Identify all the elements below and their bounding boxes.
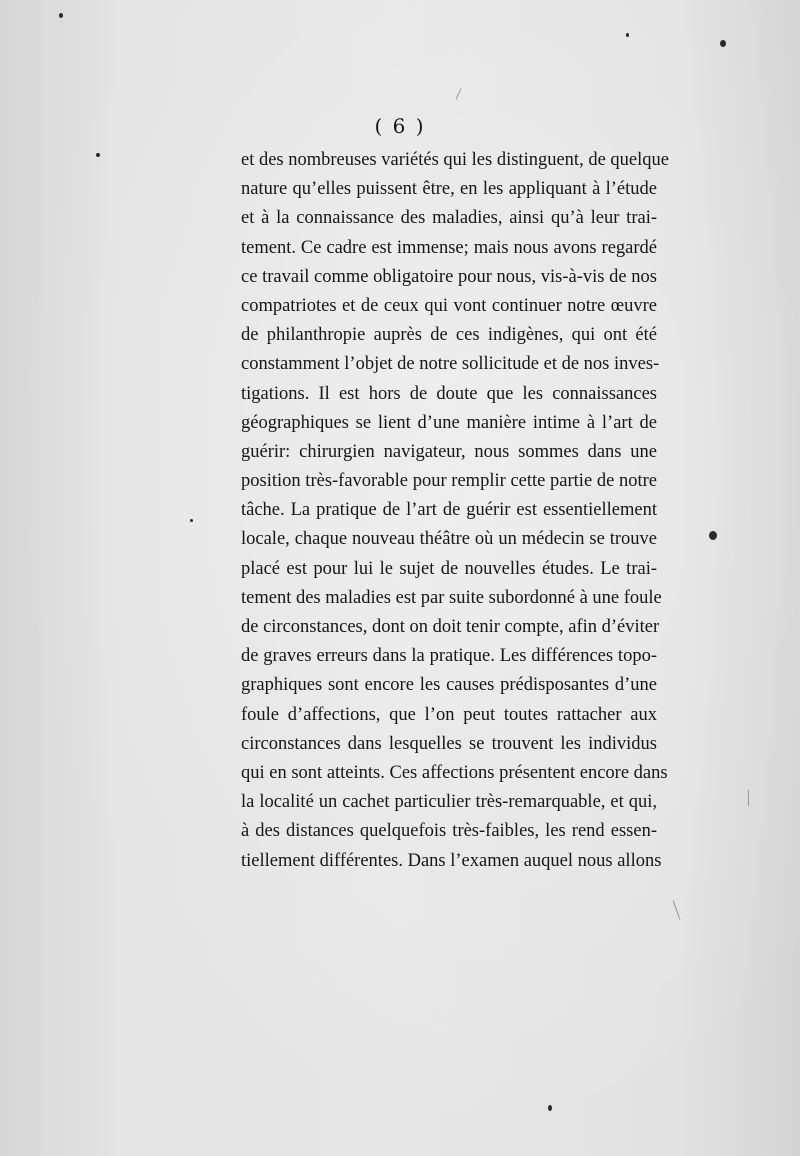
text-line: de philanthropie auprès de ces indigènes, qui ont été: [241, 325, 657, 346]
text-line: la localité un cachet particulier très-remarquable, et qui,: [241, 792, 657, 813]
text-line: géographiques se lient d’une manière intime à l’art de: [241, 412, 657, 433]
text-line: guérir: chirurgien navigateur, nous sommes dans une: [241, 441, 657, 462]
text-line: circonstances dans lesquelles se trouvent les individus: [241, 733, 657, 754]
paper-scratch: [456, 88, 462, 99]
text-line: tiellement différentes. Dans l’examen auquel nous allons: [241, 850, 662, 871]
text-line: constamment l’objet de notre sollicitude et de nos inves-: [241, 354, 660, 375]
paper-speck: [96, 153, 100, 157]
paper-speck: [709, 531, 717, 540]
paper-speck: [626, 33, 629, 37]
text-line: tigations. Il est hors de doute que les connaissances: [241, 383, 657, 404]
paper-scratch: [673, 900, 681, 919]
text-line: tement. Ce cadre est immense; mais nous avons regardé: [241, 237, 657, 258]
paper-scratch: [748, 790, 749, 806]
text-line: de circonstances, dont on doit tenir compte, afin d’éviter: [241, 617, 660, 637]
paper-speck: [190, 519, 193, 522]
text-line: à des distances quelquefois très-faibles, les rend essen-: [241, 821, 657, 842]
body-text: [241, 146, 669, 876]
text-line: et à la connaissance des maladies, ainsi qu’à leur trai-: [241, 208, 657, 229]
text-line: graphiques sont encore les causes prédisposantes d’une: [241, 675, 657, 696]
text-line: et des nombreuses variétés qui les distinguent, de quelque: [241, 150, 669, 170]
text-line: nature qu’elles puissent être, en les appliquant à l’étude: [241, 179, 657, 200]
paper-speck: [548, 1105, 552, 1111]
paper-speck: [720, 40, 726, 47]
text-line: placé est pour lui le sujet de nouvelles études. Le trai-: [241, 558, 657, 579]
text-line: compatriotes et de ceux qui vont continuer notre œuvre: [241, 295, 657, 316]
text-line: qui en sont atteints. Ces affections présentent encore dans: [241, 762, 668, 783]
text-line: ce travail comme obligatoire pour nous, vis-à-vis de nos: [241, 266, 657, 287]
text-line: locale, chaque nouveau théâtre où un médecin se trouve: [241, 529, 657, 550]
page-number: ( 6 ): [374, 114, 426, 138]
text-line: foule d’affections, que l’on peut toutes rattacher aux: [241, 704, 657, 725]
text-line: tâche. La pratique de l’art de guérir est essentiellement: [241, 500, 657, 521]
text-line: tement des maladies est par suite subordonné à une foule: [241, 587, 662, 608]
text-line: de graves erreurs dans la pratique. Les différences topo-: [241, 646, 657, 667]
text-line: position très-favorable pour remplir cette partie de notre: [241, 471, 657, 492]
paper-speck: [59, 13, 63, 18]
